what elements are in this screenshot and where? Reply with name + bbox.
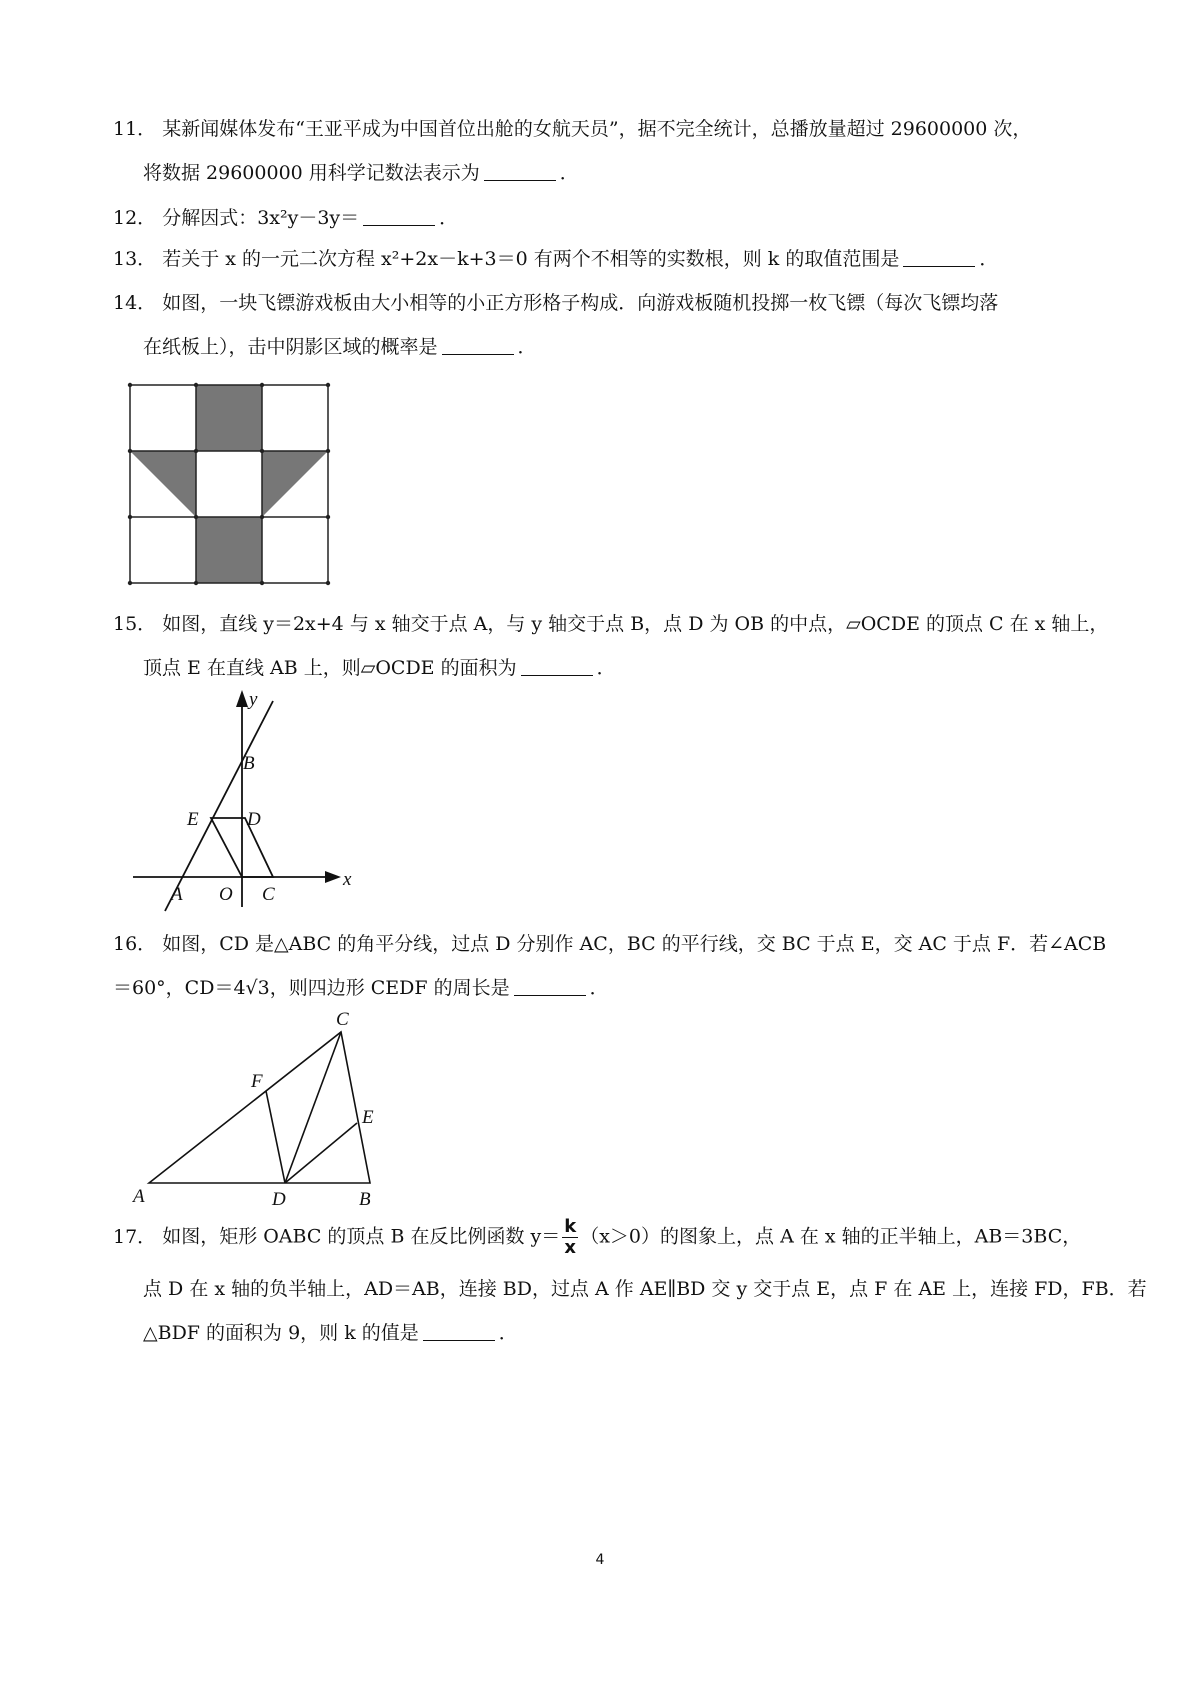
question-number: 13． <box>113 248 157 270</box>
triangle-figure <box>125 1005 405 1215</box>
question-17-line1 <box>113 1217 1113 1258</box>
fraction-numerator: k <box>564 1216 577 1237</box>
period: ． <box>517 336 537 358</box>
question-text: 如图，矩形 OABC 的顶点 B 在反比例函数 y＝ <box>162 1225 561 1248</box>
label-A: A <box>171 884 183 905</box>
question-16-line2 <box>113 975 1113 1001</box>
question-11-line1 <box>113 116 1113 142</box>
coordinate-figure <box>125 685 375 925</box>
label-C: C <box>262 884 275 905</box>
answer-blank <box>423 1322 495 1341</box>
line-AB <box>165 701 273 911</box>
answer-blank <box>521 657 593 676</box>
dartboard-figure <box>125 380 365 620</box>
question-number: 14． <box>113 292 157 314</box>
question-11-line2 <box>143 160 1143 186</box>
answer-blank <box>514 977 586 996</box>
shaded-triangle-right <box>262 451 328 517</box>
label-A: A <box>133 1186 145 1207</box>
label-D: D <box>272 1189 286 1210</box>
answer-blank <box>903 248 975 267</box>
question-text: ＝60°，CD＝4√3，则四边形 CEDF 的周长是 <box>113 977 510 999</box>
period: ． <box>596 657 616 679</box>
question-15-line1 <box>113 611 1113 637</box>
fraction-denominator: x <box>564 1237 577 1258</box>
question-text: 某新闻媒体发布“王亚平成为中国首位出舱的女航天员”，据不完全统计，总播放量超过 29600000 次， <box>162 118 1032 140</box>
question-number: 16． <box>113 933 157 955</box>
question-text: 点 D 在 x 轴的负半轴上，AD＝AB，连接 BD，过点 A 作 AE∥BD 交 y 交于点 E，点 F 在 AE 上，连接 FD，FB．若 <box>143 1278 1147 1300</box>
question-13 <box>113 246 1113 272</box>
triangle-ABC <box>149 1032 370 1183</box>
answer-blank <box>442 336 514 355</box>
question-text: 在纸板上），击中阴影区域的概率是 <box>143 336 438 358</box>
label-B: B <box>243 753 255 774</box>
period: ． <box>439 207 459 229</box>
question-14-line1 <box>113 290 1113 316</box>
period: ． <box>979 248 999 270</box>
label-y: y <box>249 689 258 710</box>
x-axis-arrow-icon <box>325 871 341 883</box>
answer-blank <box>363 207 435 226</box>
label-E: E <box>362 1107 374 1128</box>
question-number: 15． <box>113 613 157 635</box>
question-text: △BDF 的面积为 9，则 k 的值是 <box>143 1322 419 1344</box>
fraction-k-over-x <box>562 1217 578 1258</box>
question-number: 12． <box>113 207 157 229</box>
question-17-line3 <box>143 1320 1143 1346</box>
question-14-line2 <box>143 334 1143 360</box>
period: ． <box>498 1322 518 1344</box>
label-E: E <box>187 809 199 830</box>
question-text: （x＞0）的图象上，点 A 在 x 轴的正半轴上，AB＝3BC， <box>580 1225 1082 1248</box>
question-text: 如图，CD 是△ABC 的角平分线，过点 D 分别作 AC，BC 的平行线，交 BC 于点 E，交 AC 于点 F．若∠ACB <box>162 933 1107 955</box>
label-D: D <box>247 809 261 830</box>
question-12 <box>113 205 1113 231</box>
label-C: C <box>336 1009 349 1030</box>
period: ． <box>589 977 609 999</box>
question-number: 11． <box>113 118 157 140</box>
period: ． <box>559 162 579 184</box>
question-text: 若关于 x 的一元二次方程 x²+2x－k+3＝0 有两个不相等的实数根，则 k 的取值范围是 <box>162 248 900 270</box>
question-text: 如图，一块飞镖游戏板由大小相等的小正方形格子构成．向游戏板随机投掷一枚飞镖（每次飞镖均落 <box>162 292 999 314</box>
shaded-square-bottom <box>196 517 262 583</box>
label-F: F <box>251 1071 263 1092</box>
shaded-triangle-left <box>130 451 196 517</box>
question-number: 17． <box>113 1225 157 1248</box>
label-O: O <box>219 884 233 905</box>
question-15-line2 <box>143 655 1143 681</box>
question-16-line1 <box>113 931 1113 957</box>
page-number: 4 <box>595 1552 605 1568</box>
question-text: 将数据 29600000 用科学记数法表示为 <box>143 162 480 184</box>
question-text: 分解因式：3x²y－3y＝ <box>162 207 360 229</box>
segment-DF <box>266 1091 285 1183</box>
question-17-line2 <box>143 1276 1147 1302</box>
question-text: 顶点 E 在直线 AB 上，则▱OCDE 的面积为 <box>143 657 517 679</box>
question-text: 如图，直线 y＝2x+4 与 x 轴交于点 A，与 y 轴交于点 B，点 D 为 OB 的中点，▱OCDE 的顶点 C 在 x 轴上， <box>162 613 1109 635</box>
shaded-square-top <box>196 385 262 451</box>
answer-blank <box>484 162 556 181</box>
label-x: x <box>343 869 352 890</box>
y-axis-arrow-icon <box>236 690 248 707</box>
label-B: B <box>359 1189 371 1210</box>
